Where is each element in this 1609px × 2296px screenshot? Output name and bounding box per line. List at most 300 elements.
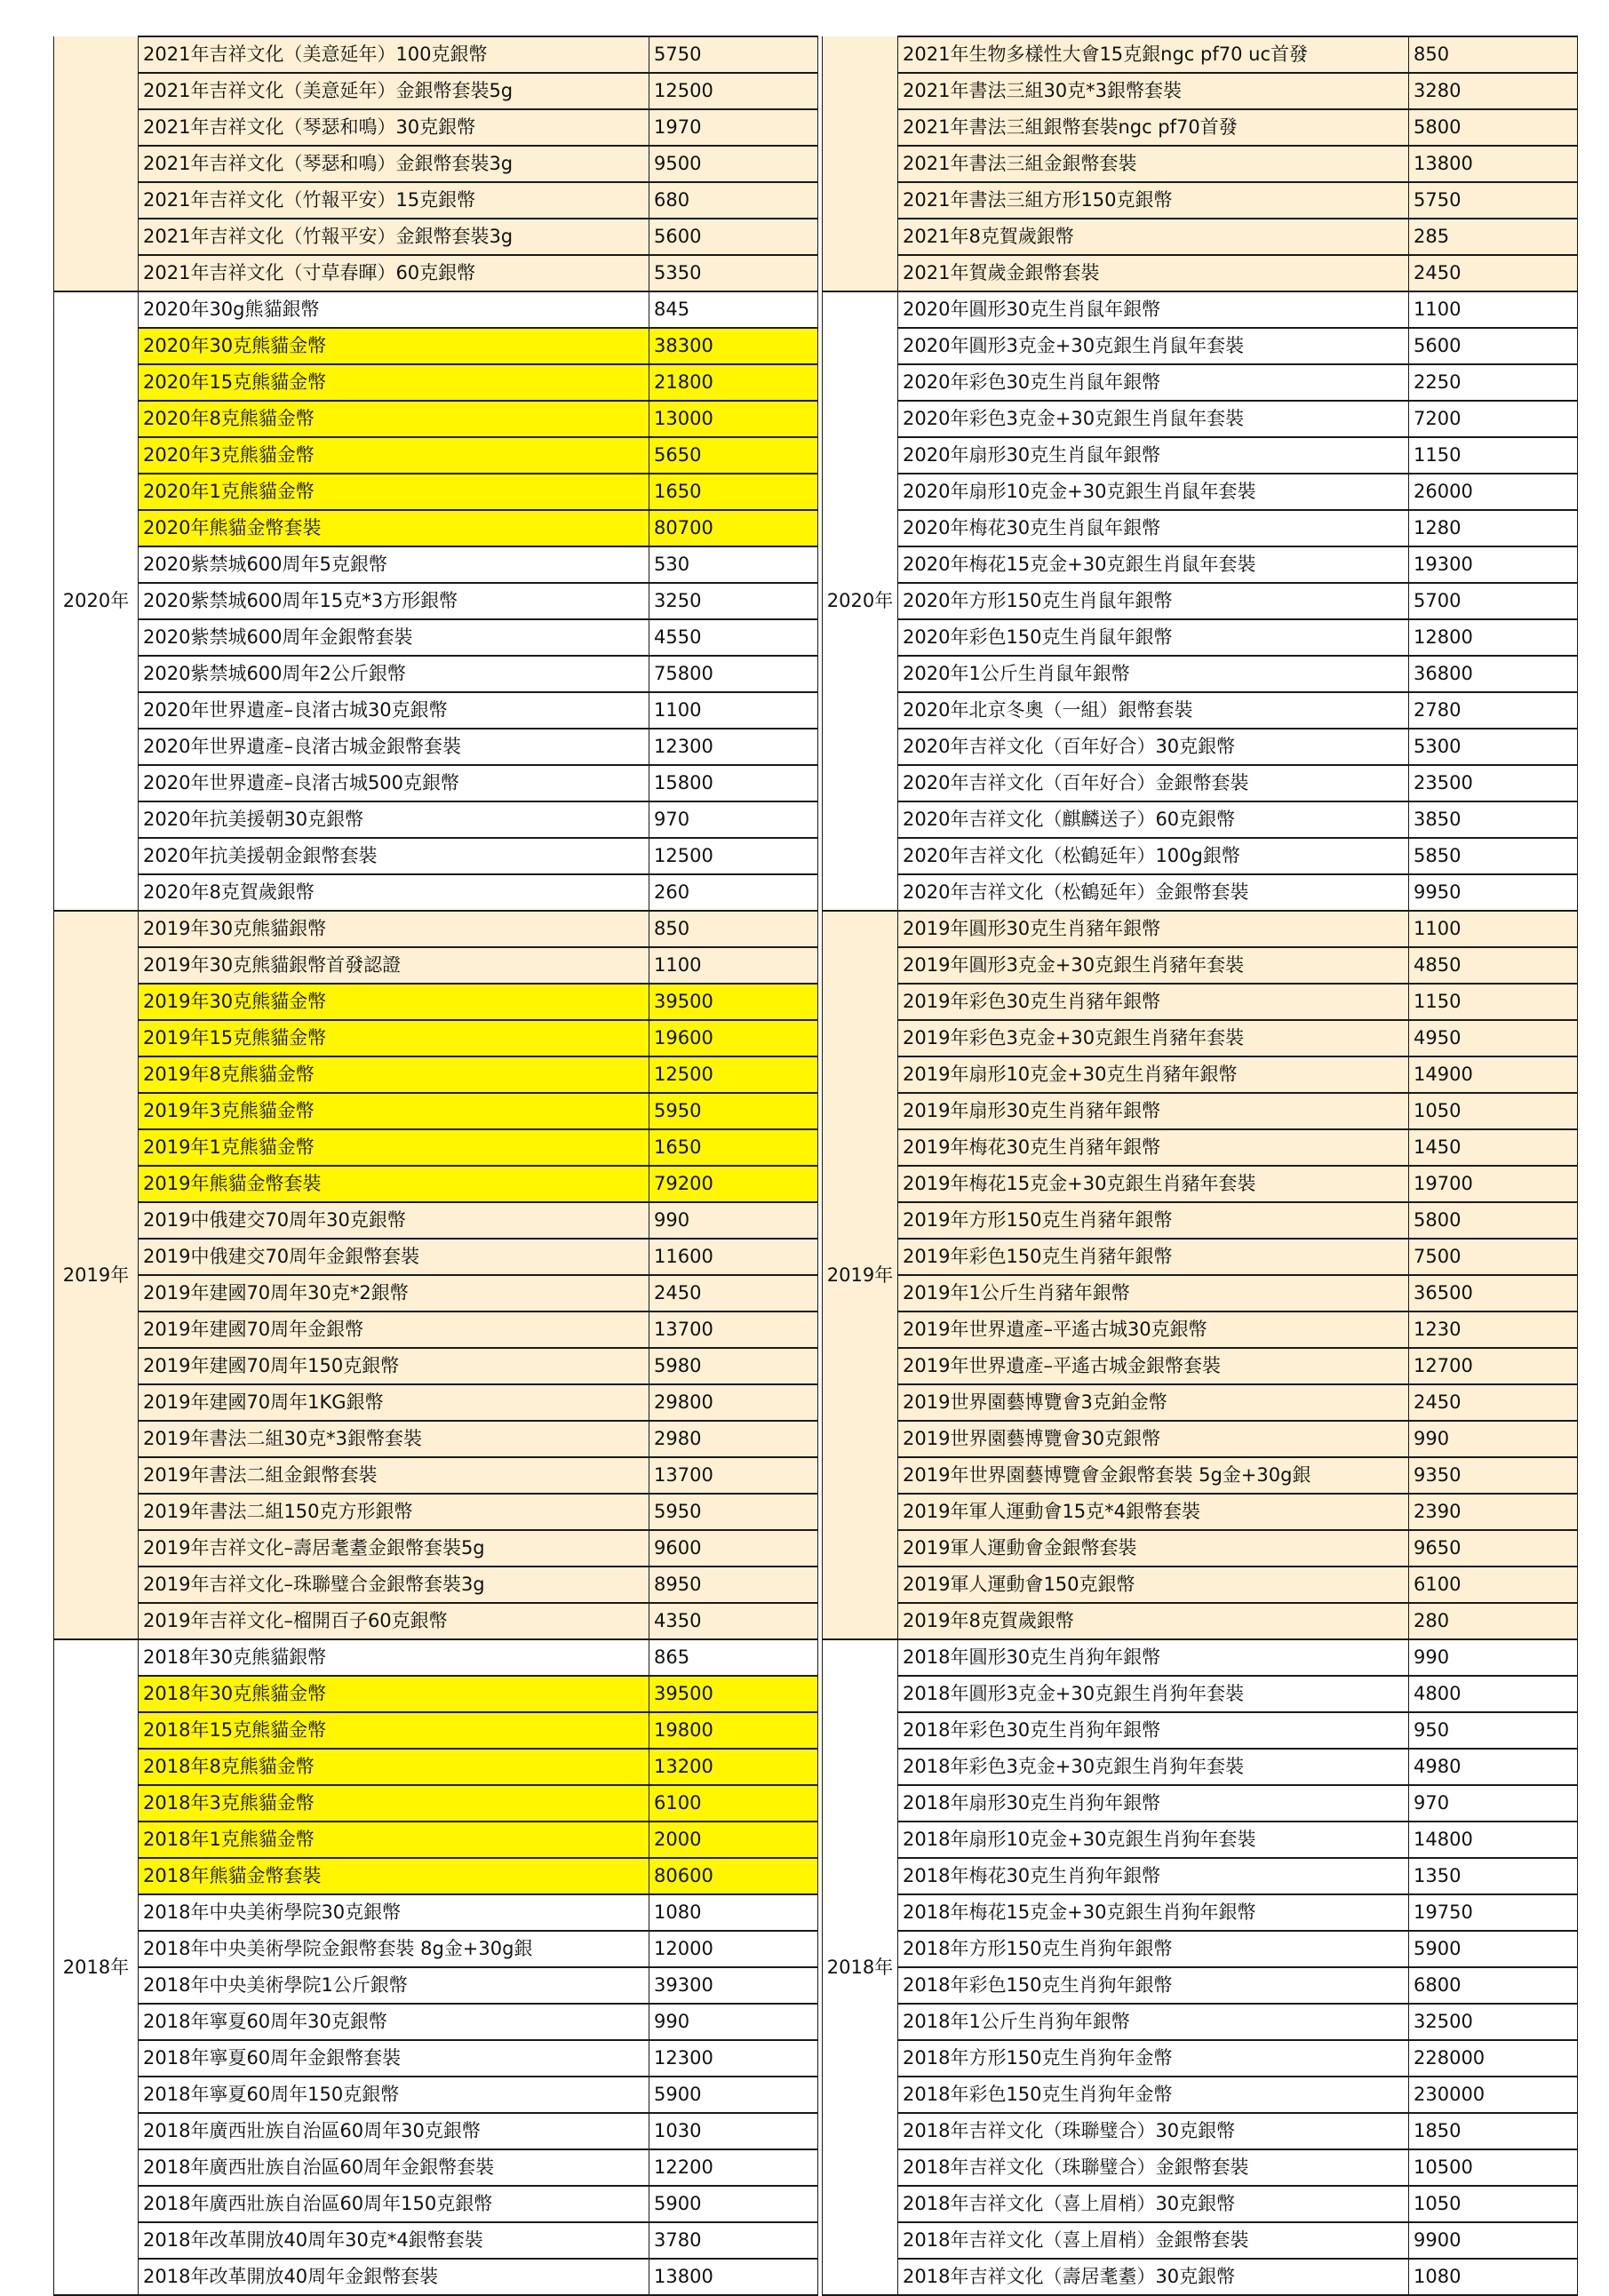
price-cell: 12500: [649, 838, 818, 874]
table-row: [54, 437, 818, 474]
price-cell: 4550: [649, 619, 818, 656]
table-row: [823, 1494, 1578, 1530]
price-cell: 9600: [649, 1530, 818, 1567]
price-cell: 2250: [1409, 364, 1578, 401]
item-name-cell: 2021年書法三組銀幣套裝ngc pf70首發: [898, 109, 1409, 146]
price-cell: 280: [1409, 1603, 1578, 1639]
table-row: [823, 36, 1578, 73]
price-cell: 5600: [649, 219, 818, 255]
table-row: [54, 2259, 818, 2295]
item-name-cell: 2019年世界園藝博覽會金銀幣套裝 5g金+30g銀: [898, 1457, 1409, 1494]
table-row: [54, 911, 818, 947]
year-cell: 2019年: [54, 911, 139, 1639]
price-cell: 5850: [1409, 838, 1578, 874]
table-row: [54, 2040, 818, 2077]
table-row: [823, 1822, 1578, 1858]
item-name-cell: 2020年30g熊貓銀幣: [139, 291, 649, 328]
item-name-cell: 2019年圓形3克金+30克銀生肖豬年套裝: [898, 947, 1409, 984]
price-cell: 4950: [1409, 1020, 1578, 1056]
item-name-cell: 2018年30克熊貓銀幣: [139, 1639, 649, 1676]
item-name-cell: 2020年1克熊貓金幣: [139, 474, 649, 510]
item-name-cell: 2020年圓形3克金+30克銀生肖鼠年套裝: [898, 328, 1409, 364]
item-name-cell: 2019年梅花30克生肖豬年銀幣: [898, 1129, 1409, 1166]
item-name-cell: 2020年抗美援朝金銀幣套裝: [139, 838, 649, 874]
price-cell: 36800: [1409, 656, 1578, 692]
item-name-cell: 2020年扇形10克金+30克銀生肖鼠年套裝: [898, 474, 1409, 510]
item-name-cell: 2019年書法二組金銀幣套裝: [139, 1457, 649, 1494]
price-cell: 7200: [1409, 401, 1578, 437]
item-name-cell: 2018年寧夏60周年金銀幣套裝: [139, 2040, 649, 2077]
price-cell: 13200: [649, 1749, 818, 1785]
price-cell: 2450: [1409, 255, 1578, 291]
item-name-cell: 2018年方形150克生肖狗年金幣: [898, 2040, 1409, 2077]
table-row: [54, 1421, 818, 1457]
price-cell: 1100: [649, 947, 818, 984]
table-row: [823, 1457, 1578, 1494]
price-cell: 29800: [649, 1384, 818, 1421]
price-cell: 15800: [649, 765, 818, 801]
item-name-cell: 2018年彩色30克生肖狗年銀幣: [898, 1712, 1409, 1749]
item-name-cell: 2019年30克熊貓銀幣首發認證: [139, 947, 649, 984]
table-row: [54, 182, 818, 219]
item-name-cell: 2020年吉祥文化（百年好合）30克銀幣: [898, 729, 1409, 765]
table-row: [823, 2077, 1578, 2113]
item-name-cell: 2021年吉祥文化（美意延年）金銀幣套裝5g: [139, 73, 649, 109]
price-cell: 4980: [1409, 1749, 1578, 1785]
table-row: [823, 146, 1578, 182]
price-cell: 19800: [649, 1712, 818, 1749]
year-cell: [54, 36, 139, 291]
price-cell: 970: [1409, 1785, 1578, 1822]
item-name-cell: 2021年書法三組30克*3銀幣套裝: [898, 73, 1409, 109]
item-name-cell: 2019中俄建交70周年金銀幣套裝: [139, 1239, 649, 1275]
table-row: [823, 291, 1578, 328]
price-cell: 5750: [649, 36, 818, 73]
price-cell: 12300: [649, 2040, 818, 2077]
item-name-cell: 2019年方形150克生肖豬年銀幣: [898, 1202, 1409, 1239]
table-row: [823, 1749, 1578, 1785]
price-cell: 9900: [1409, 2222, 1578, 2259]
table-row: [823, 510, 1578, 546]
table-row: [54, 1676, 818, 1712]
price-cell: 1850: [1409, 2113, 1578, 2149]
item-name-cell: 2018年寧夏60周年30克銀幣: [139, 2004, 649, 2040]
item-name-cell: 2020年彩色30克生肖鼠年銀幣: [898, 364, 1409, 401]
item-name-cell: 2019年3克熊貓金幣: [139, 1093, 649, 1129]
table-row: [823, 1712, 1578, 1749]
table-row: [823, 1421, 1578, 1457]
item-name-cell: 2018年3克熊貓金幣: [139, 1785, 649, 1822]
table-row: [823, 1166, 1578, 1202]
table-row: [823, 1384, 1578, 1421]
item-name-cell: 2019世界園藝博覽會3克鉑金幣: [898, 1384, 1409, 1421]
item-name-cell: 2019年1公斤生肖豬年銀幣: [898, 1275, 1409, 1311]
table-row: [823, 1530, 1578, 1567]
table-row: [823, 2222, 1578, 2259]
item-name-cell: 2021年吉祥文化（美意延年）100克銀幣: [139, 36, 649, 73]
item-name-cell: 2020年梅花15克金+30克銀生肖鼠年套裝: [898, 546, 1409, 583]
table-row: [54, 1785, 818, 1822]
table-row: [823, 801, 1578, 838]
table-row: [823, 1129, 1578, 1166]
price-cell: 1970: [649, 109, 818, 146]
table-row: [823, 838, 1578, 874]
price-table-left-grid: [53, 36, 818, 2296]
price-cell: 3780: [649, 2222, 818, 2259]
price-cell: 12000: [649, 1931, 818, 1967]
item-name-cell: 2021年書法三組金銀幣套裝: [898, 146, 1409, 182]
price-cell: 21800: [649, 364, 818, 401]
table-row: [54, 947, 818, 984]
price-cell: 9650: [1409, 1530, 1578, 1567]
item-name-cell: 2020年1公斤生肖鼠年銀幣: [898, 656, 1409, 692]
price-cell: 1350: [1409, 1858, 1578, 1894]
item-name-cell: 2020年抗美援朝30克銀幣: [139, 801, 649, 838]
price-cell: 1450: [1409, 1129, 1578, 1166]
price-cell: 9500: [649, 146, 818, 182]
table-row: [823, 2113, 1578, 2149]
item-name-cell: 2020年扇形30克生肖鼠年銀幣: [898, 437, 1409, 474]
price-cell: 13700: [649, 1311, 818, 1348]
item-name-cell: 2018年熊貓金幣套裝: [139, 1858, 649, 1894]
table-row: [823, 2004, 1578, 2040]
price-cell: 13800: [649, 2259, 818, 2295]
price-cell: 12700: [1409, 1348, 1578, 1384]
price-cell: 13800: [1409, 146, 1578, 182]
table-row: [823, 364, 1578, 401]
price-cell: 80700: [649, 510, 818, 546]
item-name-cell: 2018年彩色150克生肖狗年銀幣: [898, 1967, 1409, 2004]
price-cell: 32500: [1409, 2004, 1578, 2040]
table-row: [54, 2113, 818, 2149]
table-row: [54, 1239, 818, 1275]
table-row: [823, 1202, 1578, 1239]
price-cell: 3850: [1409, 801, 1578, 838]
item-name-cell: 2019年15克熊貓金幣: [139, 1020, 649, 1056]
item-name-cell: 2019年吉祥文化–榴開百子60克銀幣: [139, 1603, 649, 1639]
price-cell: 2780: [1409, 692, 1578, 729]
item-name-cell: 2021年8克賀歲銀幣: [898, 219, 1409, 255]
price-cell: 1650: [649, 474, 818, 510]
table-row: [823, 619, 1578, 656]
year-cell: 2018年: [54, 1639, 139, 2295]
price-cell: 5800: [1409, 109, 1578, 146]
price-cell: 3250: [649, 583, 818, 619]
price-cell: 36500: [1409, 1275, 1578, 1311]
table-row: [823, 947, 1578, 984]
price-cell: 2450: [1409, 1384, 1578, 1421]
item-name-cell: 2019年書法二組150克方形銀幣: [139, 1494, 649, 1530]
table-row: [823, 1676, 1578, 1712]
price-cell: 12500: [649, 73, 818, 109]
item-name-cell: 2018年梅花30克生肖狗年銀幣: [898, 1858, 1409, 1894]
item-name-cell: 2019年30克熊貓金幣: [139, 984, 649, 1020]
price-cell: 850: [649, 911, 818, 947]
price-cell: 79200: [649, 1166, 818, 1202]
item-name-cell: 2018年梅花15克金+30克銀生肖狗年銀幣: [898, 1894, 1409, 1931]
item-name-cell: 2021年吉祥文化（寸草春暉）60克銀幣: [139, 255, 649, 291]
price-cell: 9950: [1409, 874, 1578, 911]
item-name-cell: 2019年30克熊貓銀幣: [139, 911, 649, 947]
table-row: [54, 474, 818, 510]
item-name-cell: 2019年熊貓金幣套裝: [139, 1166, 649, 1202]
item-name-cell: 2018年中央美術學院金銀幣套裝 8g金+30g銀: [139, 1931, 649, 1967]
item-name-cell: 2020年彩色150克生肖鼠年銀幣: [898, 619, 1409, 656]
table-row: [54, 328, 818, 364]
item-name-cell: 2020年30克熊貓金幣: [139, 328, 649, 364]
table-row: [54, 692, 818, 729]
table-row: [54, 1020, 818, 1056]
table-row: [823, 2149, 1578, 2186]
table-row: [54, 1166, 818, 1202]
table-row: [54, 838, 818, 874]
price-cell: 990: [649, 2004, 818, 2040]
item-name-cell: 2018年吉祥文化（珠聯璧合）金銀幣套裝: [898, 2149, 1409, 2186]
table-row: [54, 1275, 818, 1311]
item-name-cell: 2020年世界遺產–良渚古城金銀幣套裝: [139, 729, 649, 765]
item-name-cell: 2021年賀歲金銀幣套裝: [898, 255, 1409, 291]
price-cell: 6100: [1409, 1567, 1578, 1603]
item-name-cell: 2019年彩色3克金+30克銀生肖豬年套裝: [898, 1020, 1409, 1056]
price-cell: 260: [649, 874, 818, 911]
price-cell: 845: [649, 291, 818, 328]
item-name-cell: 2019年扇形10克金+30克生肖豬年銀幣: [898, 1056, 1409, 1093]
price-cell: 5750: [1409, 182, 1578, 219]
table-row: [54, 1931, 818, 1967]
price-table-right-grid: [822, 36, 1578, 2296]
price-table-right: [822, 36, 1578, 2296]
table-row: [54, 765, 818, 801]
price-cell: 5700: [1409, 583, 1578, 619]
price-cell: 2450: [649, 1275, 818, 1311]
item-name-cell: 2018年圓形30克生肖狗年銀幣: [898, 1639, 1409, 1676]
price-cell: 5980: [649, 1348, 818, 1384]
item-name-cell: 2018年方形150克生肖狗年銀幣: [898, 1931, 1409, 1967]
item-name-cell: 2020年世界遺產–良渚古城500克銀幣: [139, 765, 649, 801]
table-row: [823, 1348, 1578, 1384]
price-cell: 1080: [649, 1894, 818, 1931]
item-name-cell: 2021年吉祥文化（琴瑟和鳴）金銀幣套裝3g: [139, 146, 649, 182]
item-name-cell: 2019軍人運動會150克銀幣: [898, 1567, 1409, 1603]
year-cell: [823, 36, 898, 291]
price-cell: 5600: [1409, 328, 1578, 364]
price-cell: 19300: [1409, 546, 1578, 583]
table-row: [54, 2222, 818, 2259]
table-row: [54, 401, 818, 437]
table-row: [54, 1093, 818, 1129]
price-cell: 1230: [1409, 1311, 1578, 1348]
item-name-cell: 2019年梅花15克金+30克銀生肖豬年套裝: [898, 1166, 1409, 1202]
item-name-cell: 2020年方形150克生肖鼠年銀幣: [898, 583, 1409, 619]
item-name-cell: 2018年中央美術學院1公斤銀幣: [139, 1967, 649, 2004]
table-row: [823, 1275, 1578, 1311]
price-cell: 1030: [649, 2113, 818, 2149]
item-name-cell: 2019年8克賀歲銀幣: [898, 1603, 1409, 1639]
price-cell: 19600: [649, 1020, 818, 1056]
item-name-cell: 2018年15克熊貓金幣: [139, 1712, 649, 1749]
table-row: [54, 619, 818, 656]
table-row: [54, 656, 818, 692]
item-name-cell: 2018年吉祥文化（喜上眉梢）30克銀幣: [898, 2186, 1409, 2222]
price-cell: 5650: [649, 437, 818, 474]
item-name-cell: 2018年彩色3克金+30克銀生肖狗年套裝: [898, 1749, 1409, 1785]
year-cell: 2019年: [823, 911, 898, 1639]
table-row: [54, 1530, 818, 1567]
table-row: [54, 291, 818, 328]
item-name-cell: 2018年吉祥文化（喜上眉梢）金銀幣套裝: [898, 2222, 1409, 2259]
item-name-cell: 2018年8克熊貓金幣: [139, 1749, 649, 1785]
table-row: [823, 1056, 1578, 1093]
table-row: [54, 1749, 818, 1785]
table-row: [823, 1020, 1578, 1056]
table-row: [823, 1239, 1578, 1275]
table-row: [54, 583, 818, 619]
year-cell: 2020年: [54, 291, 139, 911]
price-cell: 5900: [649, 2186, 818, 2222]
table-row: [54, 984, 818, 1020]
price-cell: 9350: [1409, 1457, 1578, 1494]
price-cell: 19700: [1409, 1166, 1578, 1202]
price-cell: 6100: [649, 1785, 818, 1822]
price-cell: 850: [1409, 36, 1578, 73]
item-name-cell: 2021年書法三組方形150克銀幣: [898, 182, 1409, 219]
item-name-cell: 2019年建國70周年30克*2銀幣: [139, 1275, 649, 1311]
table-row: [823, 474, 1578, 510]
item-name-cell: 2018年彩色150克生肖狗年金幣: [898, 2077, 1409, 2113]
table-row: [54, 1967, 818, 2004]
year-cell: 2018年: [823, 1639, 898, 2295]
table-row: [54, 1639, 818, 1676]
item-name-cell: 2020紫禁城600周年5克銀幣: [139, 546, 649, 583]
item-name-cell: 2019年軍人運動會15克*4銀幣套裝: [898, 1494, 1409, 1530]
price-cell: 14900: [1409, 1056, 1578, 1093]
price-cell: 530: [649, 546, 818, 583]
price-cell: 1150: [1409, 437, 1578, 474]
table-row: [54, 1311, 818, 1348]
item-name-cell: 2020年彩色3克金+30克銀生肖鼠年套裝: [898, 401, 1409, 437]
price-cell: 950: [1409, 1712, 1578, 1749]
item-name-cell: 2020紫禁城600周年15克*3方形銀幣: [139, 583, 649, 619]
item-name-cell: 2019世界園藝博覽會30克銀幣: [898, 1421, 1409, 1457]
item-name-cell: 2020年梅花30克生肖鼠年銀幣: [898, 510, 1409, 546]
item-name-cell: 2019年建國70周年150克銀幣: [139, 1348, 649, 1384]
item-name-cell: 2020年8克賀歲銀幣: [139, 874, 649, 911]
item-name-cell: 2021年吉祥文化（琴瑟和鳴）30克銀幣: [139, 109, 649, 146]
table-row: [823, 1967, 1578, 2004]
price-cell: 1280: [1409, 510, 1578, 546]
price-cell: 3280: [1409, 73, 1578, 109]
item-name-cell: 2019中俄建交70周年30克銀幣: [139, 1202, 649, 1239]
table-row: [823, 1785, 1578, 1822]
price-cell: 5350: [649, 255, 818, 291]
table-row: [54, 874, 818, 911]
item-name-cell: 2018年吉祥文化（珠聯璧合）30克銀幣: [898, 2113, 1409, 2149]
table-row: [54, 1567, 818, 1603]
item-name-cell: 2019年書法二組30克*3銀幣套裝: [139, 1421, 649, 1457]
price-cell: 13700: [649, 1457, 818, 1494]
table-row: [823, 911, 1578, 947]
table-row: [823, 984, 1578, 1020]
item-name-cell: 2018年吉祥文化（壽居耄耋）30克銀幣: [898, 2259, 1409, 2295]
price-cell: 12500: [649, 1056, 818, 1093]
price-cell: 12800: [1409, 619, 1578, 656]
table-row: [823, 656, 1578, 692]
item-name-cell: 2019年彩色30克生肖豬年銀幣: [898, 984, 1409, 1020]
table-row: [54, 1822, 818, 1858]
table-row: [823, 1093, 1578, 1129]
table-row: [823, 1567, 1578, 1603]
price-cell: 5300: [1409, 729, 1578, 765]
price-cell: 2390: [1409, 1494, 1578, 1530]
price-cell: 6800: [1409, 1967, 1578, 2004]
price-cell: 680: [649, 182, 818, 219]
table-row: [823, 546, 1578, 583]
item-name-cell: 2018年中央美術學院30克銀幣: [139, 1894, 649, 1931]
table-row: [823, 765, 1578, 801]
price-cell: 75800: [649, 656, 818, 692]
table-row: [54, 146, 818, 182]
item-name-cell: 2020年北京冬奧（一組）銀幣套裝: [898, 692, 1409, 729]
item-name-cell: 2018年改革開放40周年金銀幣套裝: [139, 2259, 649, 2295]
table-row: [54, 364, 818, 401]
item-name-cell: 2018年改革開放40周年30克*4銀幣套裝: [139, 2222, 649, 2259]
item-name-cell: 2020紫禁城600周年金銀幣套裝: [139, 619, 649, 656]
item-name-cell: 2019年建國70周年金銀幣: [139, 1311, 649, 1348]
item-name-cell: 2019年吉祥文化–壽居耄耋金銀幣套裝5g: [139, 1530, 649, 1567]
item-name-cell: 2020年世界遺產–良渚古城30克銀幣: [139, 692, 649, 729]
table-row: [54, 2004, 818, 2040]
item-name-cell: 2018年30克熊貓金幣: [139, 1676, 649, 1712]
price-cell: 2980: [649, 1421, 818, 1457]
price-cell: 2000: [649, 1822, 818, 1858]
price-cell: 4350: [649, 1603, 818, 1639]
table-row: [54, 1712, 818, 1749]
item-name-cell: 2020年吉祥文化（松鶴延年）100g銀幣: [898, 838, 1409, 874]
item-name-cell: 2020年吉祥文化（百年好合）金銀幣套裝: [898, 765, 1409, 801]
table-row: [823, 2259, 1578, 2295]
table-row: [823, 1931, 1578, 1967]
table-row: [823, 1858, 1578, 1894]
price-cell: 228000: [1409, 2040, 1578, 2077]
table-row: [823, 219, 1578, 255]
year-cell: 2020年: [823, 291, 898, 911]
price-cell: 5800: [1409, 1202, 1578, 1239]
price-cell: 14800: [1409, 1822, 1578, 1858]
item-name-cell: 2019年吉祥文化–珠聯璧合金銀幣套裝3g: [139, 1567, 649, 1603]
item-name-cell: 2020年吉祥文化（麒麟送子）60克銀幣: [898, 801, 1409, 838]
price-cell: 285: [1409, 219, 1578, 255]
table-row: [823, 328, 1578, 364]
item-name-cell: 2020年8克熊貓金幣: [139, 401, 649, 437]
price-cell: 5900: [1409, 1931, 1578, 1967]
price-cell: 1050: [1409, 1093, 1578, 1129]
price-cell: 1100: [649, 692, 818, 729]
table-row: [54, 1348, 818, 1384]
item-name-cell: 2021年生物多樣性大會15克銀ngc pf70 uc首發: [898, 36, 1409, 73]
price-cell: 990: [649, 1202, 818, 1239]
price-cell: 39500: [649, 1676, 818, 1712]
item-name-cell: 2020年3克熊貓金幣: [139, 437, 649, 474]
item-name-cell: 2020年熊貓金幣套裝: [139, 510, 649, 546]
table-row: [823, 583, 1578, 619]
price-cell: 1050: [1409, 2186, 1578, 2222]
item-name-cell: 2020年吉祥文化（松鶴延年）金銀幣套裝: [898, 874, 1409, 911]
table-row: [54, 1858, 818, 1894]
price-cell: 865: [649, 1639, 818, 1676]
table-row: [54, 1129, 818, 1166]
table-row: [54, 801, 818, 838]
table-row: [54, 2077, 818, 2113]
